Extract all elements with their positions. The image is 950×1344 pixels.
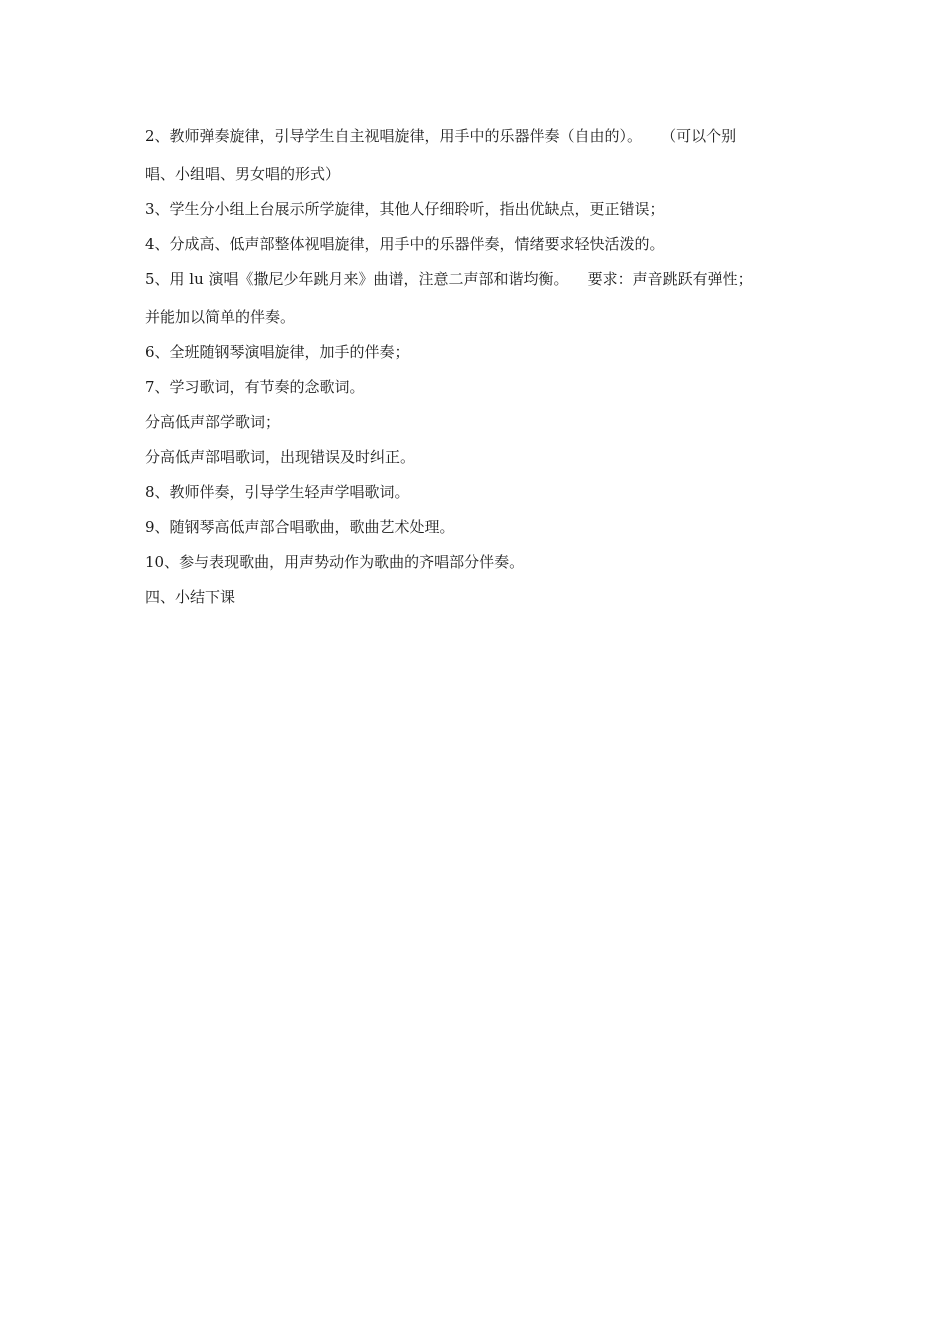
paragraph-line: 唱、小组唱、男女唱的形式） [145, 165, 341, 183]
paragraph-line: 10、参与表现歌曲，用声势动作为歌曲的齐唱部分伴奏。 [145, 553, 525, 571]
section-heading: 四、小结下课 [145, 588, 236, 606]
paragraph-line: 3、学生分小组上台展示所学旋律，其他人仔细聆听，指出优缺点，更正错误； [145, 200, 665, 218]
paragraph-line: 5、用 lu 演唱《撒尼少年跳月来》曲谱，注意二声部和谐均衡。 要求：声音跳跃有弹性； [145, 270, 753, 288]
paragraph-line: 6、全班随钢琴演唱旋律，加手的伴奏； [145, 343, 410, 361]
paragraph-line: 分高低声部学歌词； [145, 413, 281, 431]
paragraph-line: 并能加以简单的伴奏。 [145, 308, 296, 326]
paragraph-line: 2、教师弹奏旋律，引导学生自主视唱旋律，用手中的乐器伴奏（自由的）。 （可以个别 [145, 127, 737, 145]
paragraph-line: 4、分成高、低声部整体视唱旋律，用手中的乐器伴奏，情绪要求轻快活泼的。 [145, 235, 665, 253]
paragraph-line: 7、学习歌词，有节奏的念歌词。 [145, 378, 365, 396]
paragraph-line: 8、教师伴奏，引导学生轻声学唱歌词。 [145, 483, 410, 501]
document-body [145, 126, 825, 607]
paragraph-line: 分高低声部唱歌词，出现错误及时纠正。 [145, 448, 416, 466]
paragraph-line: 9、随钢琴高低声部合唱歌曲，歌曲艺术处理。 [145, 518, 455, 536]
